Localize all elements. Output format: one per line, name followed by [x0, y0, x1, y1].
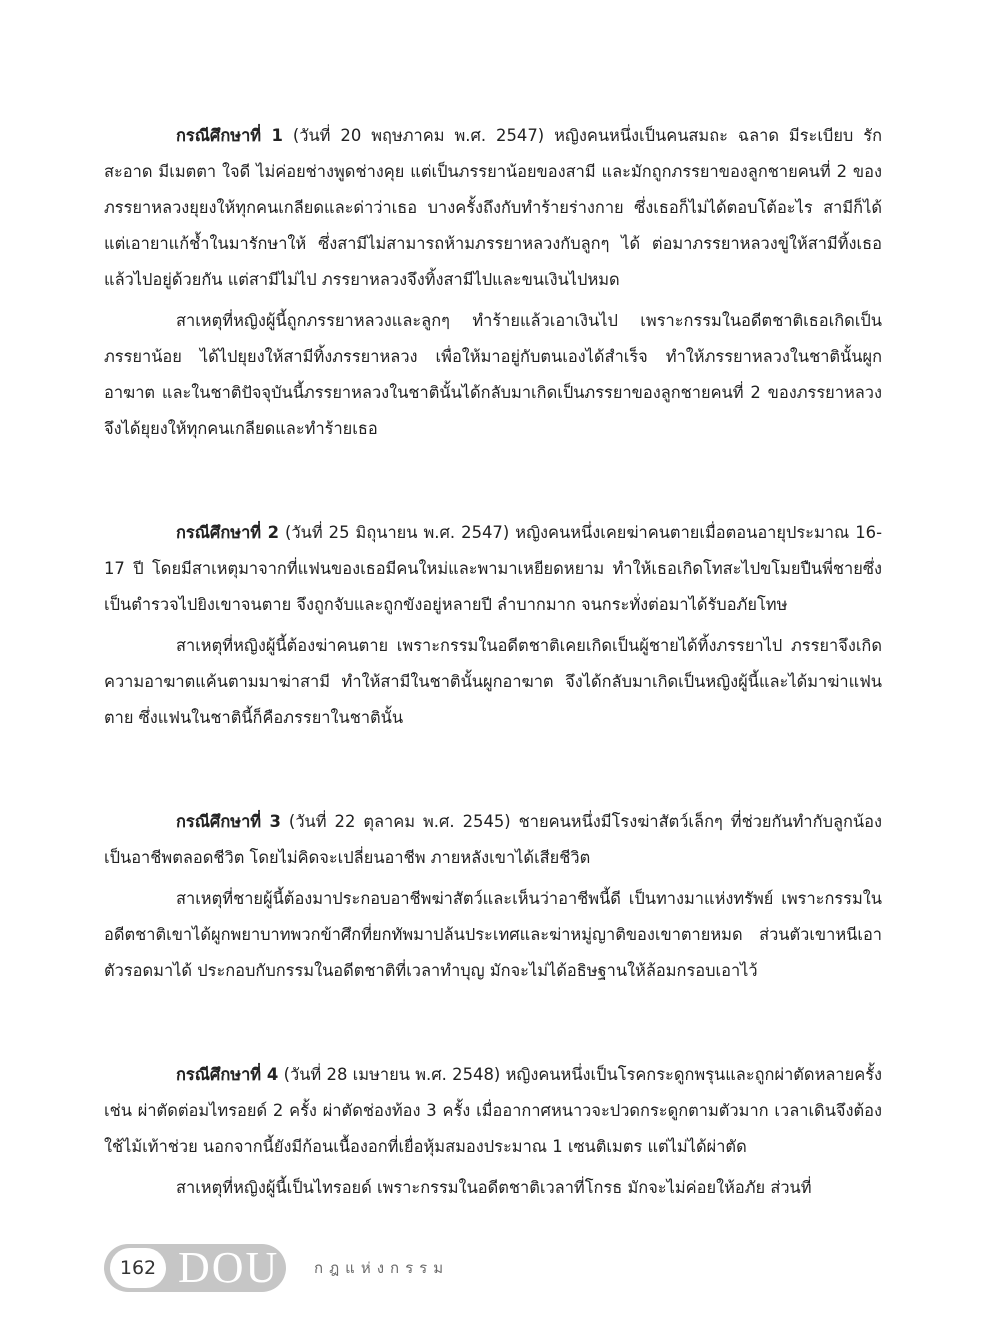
case-title: กรณีศึกษาที่ 2: [176, 523, 279, 542]
case-reason: สาเหตุที่หญิงผู้นี้ต้องฆ่าคนตาย เพราะกรรมในอดีตชาติเคยเกิดเป็นผู้ชายได้ทิ้งภรรยาไป ภรรยาจึงเกิดความอาฆาตแค้นตามมาฆ่าสามี ทำให้สามีในชาตินั้นผูกอาฆาต จึงได้กลับมาเกิดเป็นหญิงผู้นี้และได้มาฆ่าแฟนตาย ซึ่งแฟนในชาตินี้ก็คือภรรยาในชาตินั้น: [104, 636, 882, 727]
page-content: [104, 118, 882, 1206]
case-title: กรณีศึกษาที่ 4: [176, 1065, 279, 1084]
case-paragraph: [104, 1057, 882, 1165]
footer-badge: [104, 1244, 286, 1292]
case-title: กรณีศึกษาที่ 1: [176, 126, 283, 145]
case-paragraph: [104, 515, 882, 623]
case-study-3: [104, 804, 882, 989]
book-title: กฎแห่งกรรม: [314, 1259, 450, 1277]
case-body: (วันที่ 22 ตุลาคม พ.ศ. 2545) ชายคนหนึ่งมีโรงฆ่าสัตว์เล็กๆ ที่ช่วยกันทำกับลูกน้องเป็นอาชีพตลอดชีวิต โดยไม่คิดจะเปลี่ยนอาชีพ ภายหลังเขาได้เสียชีวิต: [104, 812, 882, 867]
case-reason: สาเหตุที่ชายผู้นี้ต้องมาประกอบอาชีพฆ่าสัตว์และเห็นว่าอาชีพนี้ดี เป็นทางมาแห่งทรัพย์ เพราะกรรมในอดีตชาติเขาได้ผูกพยาบาทพวกข้าศึกที่ยกทัพมาปล้นประเทศและฆ่าหมู่ญาติของเขาตายหมด ส่วนตัวเขาหนีเอาตัวรอดมาได้ ประกอบกับกรรมในอดีตชาติที่เวลาทำบุญ มักจะไม่ได้อธิษฐานให้ล้อมกรอบเอาไว้: [104, 889, 882, 980]
case-study-4: [104, 1057, 882, 1206]
dou-logo: DOU: [178, 1243, 280, 1292]
case-reason: สาเหตุที่หญิงผู้นี้เป็นไทรอยด์ เพราะกรรมในอดีตชาติเวลาที่โกรธ มักจะไม่ค่อยให้อภัย ส่วนที่: [176, 1178, 812, 1197]
case-title: กรณีศึกษาที่ 3: [176, 812, 281, 831]
case-study-2: [104, 515, 882, 736]
case-paragraph: [104, 804, 882, 876]
case-paragraph: [104, 118, 882, 298]
page-number: 162: [110, 1248, 166, 1288]
page-footer: [104, 1244, 449, 1292]
case-body: (วันที่ 28 เมษายน พ.ศ. 2548) หญิงคนหนึ่งเป็นโรคกระดูกพรุนและถูกผ่าตัดหลายครั้ง เช่น ผ่าตัดต่อมไทรอยด์ 2 ครั้ง ผ่าตัดช่องท้อง 3 ครั้ง เมื่ออากาศหนาวจะปวดกระดูกตามตัวมาก เวลาเดินจึงต้องใช้ไม้เท้าช่วย นอกจากนี้ยังมีก้อนเนื้องอกที่เยื่อหุ้มสมองประมาณ 1 เซนติเมตร แต่ไม่ได้ผ่าตัด: [104, 1065, 883, 1156]
case-study-1: [104, 118, 882, 447]
case-body: (วันที่ 25 มิถุนายน พ.ศ. 2547) หญิงคนหนึ่งเคยฆ่าคนตายเมื่อตอนอายุประมาณ 16-17 ปี โดยมีสาเหตุมาจากที่แฟนของเธอมีคนใหม่และพามาเหยียดหยาม ทำให้เธอเกิดโทสะไปขโมยปืนพี่ชายซึ่งเป็นตำรวจไปยิงเขาจนตาย จึงถูกจับและถูกขังอยู่หลายปี ลำบากมาก จนกระทั่งต่อมาได้รับอภัยโทษ: [104, 523, 882, 614]
case-body: (วันที่ 20 พฤษภาคม พ.ศ. 2547) หญิงคนหนึ่งเป็นคนสมถะ ฉลาด มีระเบียบ รักสะอาด มีเมตตา ใจดี ไม่ค่อยช่างพูดช่างคุย แต่เป็นภรรยาน้อยของสามี และมักถูกภรรยาของลูกชายคนที่ 2 ของภรรยาหลวงยุยงให้ทุกคนเกลียดและด่าว่าเธอ บางครั้งถึงกับทำร้ายร่างกาย ซึ่งเธอก็ไม่ได้ตอบโต้อะไร สามีก็ได้แต่เอายาแก้ช้ำในมารักษาให้ ซึ่งสามีไม่สามารถห้ามภรรยาหลวงกับลูกๆ ได้ ต่อมาภรรยาหลวงขู่ให้สามีทิ้งเธอแล้วไปอยู่ด้วยกัน แต่สามีไม่ไป ภรรยาหลวงจึงทิ้งสามีไปและขนเงินไปหมด: [104, 126, 882, 289]
case-reason: สาเหตุที่หญิงผู้นี้ถูกภรรยาหลวงและลูกๆ ทำร้ายแล้วเอาเงินไป เพราะกรรมในอดีตชาติเธอเกิดเป็นภรรยาน้อย ได้ไปยุยงให้สามีทิ้งภรรยาหลวง เพื่อให้มาอยู่กับตนเองได้สำเร็จ ทำให้ภรรยาหลวงในชาตินั้นผูกอาฆาต และในชาติปัจจุบันนี้ภรรยาหลวงในชาตินั้นได้กลับมาเกิดเป็นภรรยาของลูกชายคนที่ 2 ของภรรยาหลวง จึงได้ยุยงให้ทุกคนเกลียดและทำร้ายเธอ: [104, 311, 882, 438]
